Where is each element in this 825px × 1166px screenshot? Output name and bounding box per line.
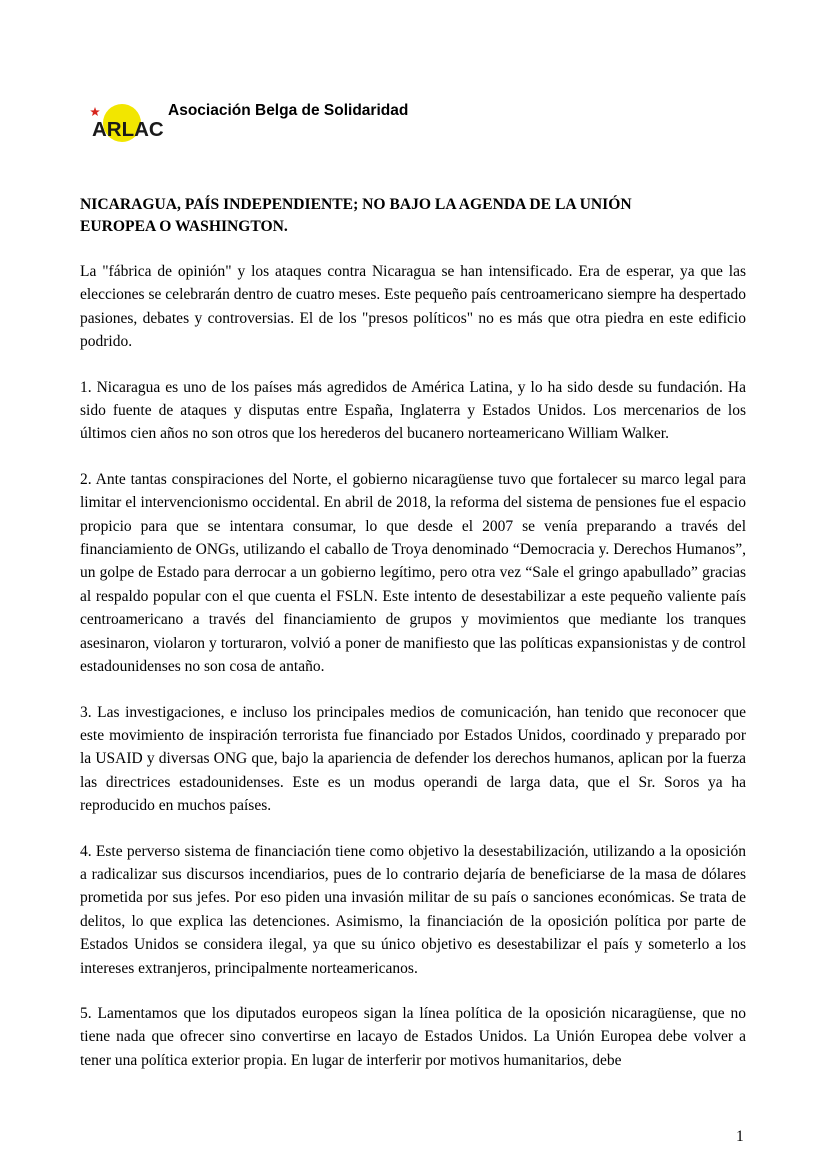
- paragraph-1: 1. Nicaragua es uno de los países más agredidos de América Latina, y lo ha sido desde su fundación. Ha sido fuente de ataques y disputas entre España, Inglaterra y Estados Unidos. Los mercenarios de los últimos cien años no son otros que los herederos del bucanero norteamericano William Walker.: [80, 378, 746, 443]
- document-title: NICARAGUA, PAÍS INDEPENDIENTE; NO BAJO LA AGENDA DE LA UNIÓN EUROPEA O WASHINGTON.: [80, 196, 632, 235]
- arlac-logo-graphic: [88, 104, 166, 154]
- paragraph-3: 3. Las investigaciones, e incluso los principales medios de comunicación, han tenido que reconocer que este movimiento de inspiración terrorista fue financiado por Estados Unidos, coordinado y preparado por la USAID y diversas ONG que, bajo la apariencia de defender los derechos humanos, aplican por la fuerza las directrices estadounidenses. Este es un modus operandi de larga data, que el Sr. Soros ya ha reproducido en muchos países.: [80, 703, 746, 815]
- paragraph-5: 5. Lamentamos que los diputados europeos sigan la línea política de la oposición nicaragüense, que no tiene nada que ofrecer sino convertirse en lacayo de Estados Unidos. La Unión Europea debe volver a tener una política exterior propia. En lugar de interferir por motivos humanitarios, debe: [80, 1004, 746, 1069]
- paragraph-4: 4. Este perverso sistema de financiación tiene como objetivo la desestabilización, utilizando a la oposición a radicalizar sus discursos incendiarios, pues de lo contrario dejaría de beneficiarse de la masa de dólares prometida por sus jefes. Por eso piden una invasión militar de su país o sanciones económicas. Se trata de delitos, lo que explica las detenciones. Asimismo, la financiación de la oposición política por parte de Estados Unidos se considera ilegal, ya que su único objetivo es desestabilizar el país y someterlo a los intereses extranjeros, principalmente norteamericanos.: [80, 842, 746, 977]
- logo-star-icon: [90, 107, 100, 116]
- organization-name: Asociación Belga de Solidaridad: [168, 102, 409, 119]
- page-number: 1: [736, 1128, 744, 1145]
- arlac-logo: [88, 104, 166, 154]
- paragraph-2: 2. Ante tantas conspiraciones del Norte, el gobierno nicaragüense tuvo que fortalecer su marco legal para limitar el intervencionismo occidental. En abril de 2018, la reforma del sistema de pensiones fue el espacio propicio para que se intentara consumar, lo que desde el 2007 se venía preparando a través del financiamiento de ONGs, utilizando el caballo de Troya denominado “Democracia y. Derechos Humanos”, un golpe de Estado para derrocar a un gobierno legítimo, pero otra vez “Sale el gringo apabullado” gracias al respaldo popular con el que cuenta el FSLN. Este intento de desestabilizar a este pequeño valiente país centroamericano a través del financiamiento de grupos y movimientos que mediante los tranques asesinaron, violaron y torturaron, volvió a poner de manifiesto que las políticas expansionistas y de control estadounidenses no son cosa de antaño.: [80, 470, 746, 676]
- document-body: [80, 260, 746, 1094]
- intro-paragraph: La "fábrica de opinión" y los ataques contra Nicaragua se han intensificado. Era de esperar, ya que las elecciones se celebrarán dentro de cuatro meses. Este pequeño país centroamericano siempre ha despertado pasiones, debates y controversias. El de los "presos políticos" no es más que otra piedra en este edificio podrido.: [80, 263, 746, 351]
- logo-text: ARLAC: [92, 118, 164, 141]
